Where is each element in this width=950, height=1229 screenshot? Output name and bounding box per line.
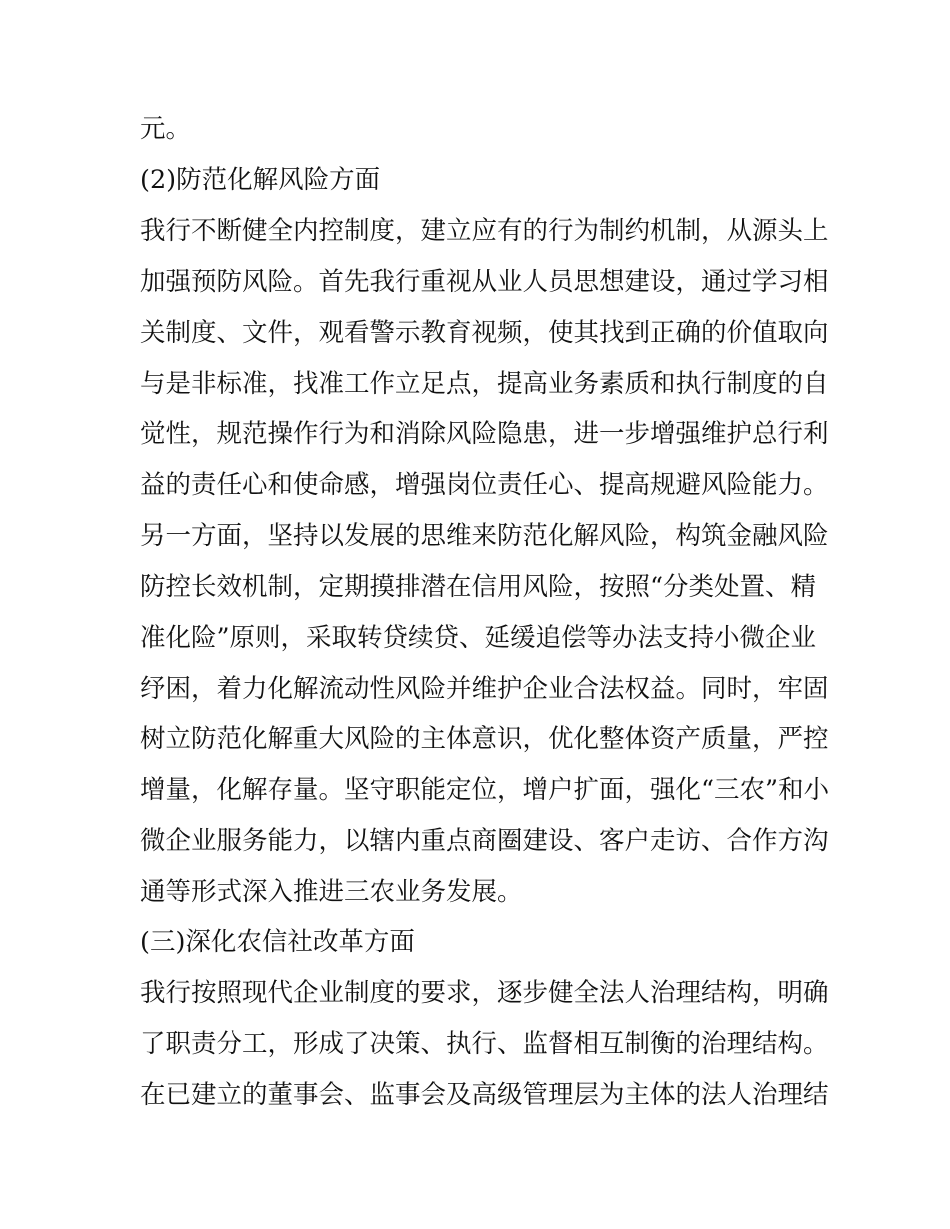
text-line: 我行不断健全内控制度，建立应有的行为制约机制，从源头上 [140, 216, 829, 246]
text-line: 了职责分工，形成了决策、执行、监督相互制衡的治理结构。 [140, 1029, 829, 1059]
text-line: 益的责任心和使命感，增强岗位责任心、提高规避风险能力。 [140, 470, 829, 500]
text-line: 元。 [140, 114, 192, 144]
text-line: 纾困，着力化解流动性风险并维护企业合法权益。同时，牢固 [140, 674, 829, 704]
text-line: 关制度、文件，观看警示教育视频，使其找到正确的价值取向 [140, 318, 829, 348]
section-heading: (2)防范化解风险方面 [140, 165, 381, 195]
text-line: 通等形式深入推进三农业务发展。 [140, 877, 523, 907]
text-line: 增量，化解存量。坚守职能定位，增户扩面，强化“三农”和小 [140, 775, 830, 805]
text-line: 觉性，规范操作行为和消除风险隐患，进一步增强维护总行利 [140, 419, 829, 449]
text-line: 防控长效机制，定期摸排潜在信用风险，按照“分类处置、精 [140, 572, 817, 602]
text-line: 与是非标准，找准工作立足点，提高业务素质和执行制度的自 [140, 369, 829, 399]
text-line: 在已建立的董事会、监事会及高级管理层为主体的法人治理结 [140, 1080, 829, 1110]
section-heading: (三)深化农信社改革方面 [140, 927, 415, 957]
text-line: 加强预防风险。首先我行重视从业人员思想建设，通过学习相 [140, 267, 829, 297]
text-line: 微企业服务能力，以辖内重点商圈建设、客户走访、合作方沟 [140, 826, 829, 856]
text-line: 准化险”原则，采取转贷续贷、延缓追偿等办法支持小微企业 [140, 623, 817, 653]
text-line: 树立防范化解重大风险的主体意识，优化整体资产质量，严控 [140, 724, 829, 754]
text-line: 另一方面，坚持以发展的思维来防范化解风险，构筑金融风险 [140, 521, 829, 551]
text-line: 我行按照现代企业制度的要求，逐步健全法人治理结构，明确 [140, 978, 829, 1008]
